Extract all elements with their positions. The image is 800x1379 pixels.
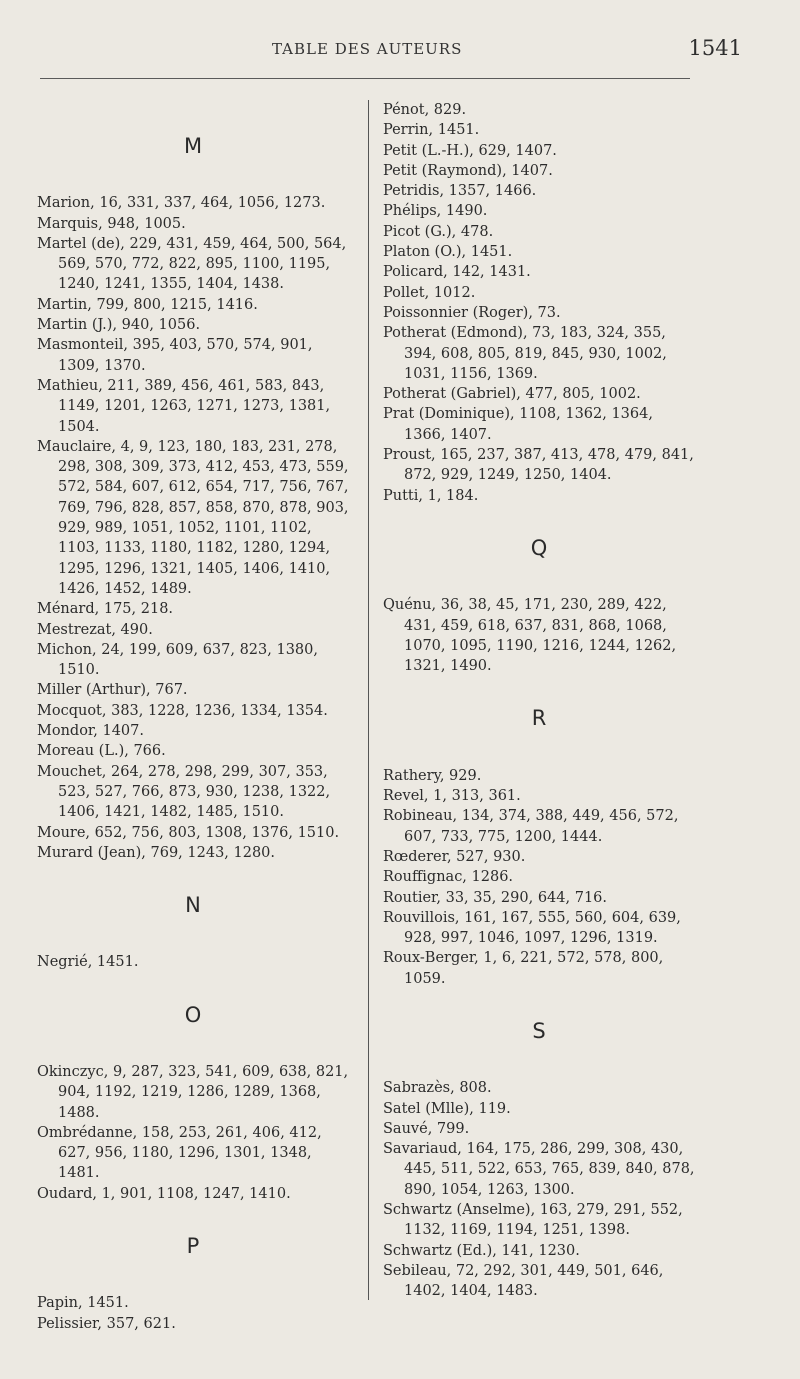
index-entry: Rœderer, 527, 930.	[383, 848, 526, 865]
page-number: 1541	[688, 36, 742, 60]
index-entry: Platon (O.), 1451.	[383, 244, 513, 261]
index-entry: Sebileau, 72, 292, 301, 449, 501, 646, 1402, 1404, 1483.	[383, 1262, 664, 1300]
left-column	[37, 100, 349, 1334]
index-entry: Routier, 33, 35, 290, 644, 716.	[383, 889, 607, 906]
index-entry: Mestrezat, 490.	[37, 621, 153, 638]
index-entry: Satel (Mlle), 119.	[383, 1100, 511, 1117]
page-header	[0, 36, 800, 66]
index-entry: Schwartz (Ed.), 141, 1230.	[383, 1242, 580, 1259]
index-entry: Ombrédanne, 158, 253, 261, 406, 412, 627, 956, 1180, 1296, 1301, 1348, 1481.	[37, 1124, 322, 1182]
index-entry: Prat (Dominique), 1108, 1362, 1364, 1366, 1407.	[383, 406, 653, 443]
index-entry: Mathieu, 211, 389, 456, 461, 583, 843, 1149, 1201, 1263, 1271, 1273, 1381, 1504.	[37, 377, 331, 435]
index-entry: Martin, 799, 800, 1215, 1416.	[37, 296, 258, 313]
index-entry: Putti, 1, 184.	[383, 487, 479, 504]
index-entry: Policard, 142, 1431.	[383, 264, 531, 281]
index-entry: Pelissier, 357, 621.	[37, 1315, 176, 1332]
index-entry: Poissonnier (Roger), 73.	[383, 304, 561, 321]
index-entry: Marquis, 948, 1005.	[37, 215, 186, 232]
index-entry: Pénot, 829.	[383, 102, 467, 118]
index-entry: Moure, 652, 756, 803, 1308, 1376, 1510.	[37, 824, 340, 841]
index-entry: Phélips, 1490.	[383, 203, 488, 220]
index-entry: Mouchet, 264, 278, 298, 299, 307, 353, 523, 527, 766, 873, 930, 1238, 1322, 1406, 1421, 1482, 1485, 1510.	[37, 763, 331, 821]
index-entry: Sabrazès, 808.	[383, 1080, 492, 1097]
index-entry: Sauvé, 799.	[383, 1120, 470, 1137]
index-entry: Moreau (L.), 766.	[37, 743, 166, 760]
index-entry: Perrin, 1451.	[383, 122, 480, 139]
section-letter: N	[185, 893, 201, 918]
section-letter: Q	[530, 535, 548, 560]
index-entry: Potherat (Edmond), 73, 183, 324, 355, 394, 608, 805, 819, 845, 930, 1002, 1031, 1156, 1369.	[383, 325, 667, 382]
index-entry: Schwartz (Anselme), 163, 279, 291, 552, 1132, 1169, 1194, 1251, 1398.	[383, 1202, 683, 1239]
section-letter: R	[531, 706, 547, 731]
index-entry: Roux-Berger, 1, 6, 221, 572, 578, 800, 1059.	[383, 950, 664, 987]
index-entry: Okinczyc, 9, 287, 323, 541, 609, 638, 821, 904, 1192, 1219, 1286, 1289, 1368, 1488.	[37, 1063, 349, 1121]
index-entry: Picot (G.), 478.	[383, 223, 494, 240]
index-entry: Negrié, 1451.	[37, 954, 139, 971]
index-entry: Oudard, 1, 901, 1108, 1247, 1410.	[37, 1185, 291, 1202]
running-title: TABLE DES AUTEURS	[272, 40, 463, 58]
index-entry: Quénu, 36, 38, 45, 171, 230, 289, 422, 431, 459, 618, 637, 831, 868, 1068, 1070, 1095, 1190, 1216, 1244, 1262, 1321, 1490.	[383, 597, 677, 675]
index-entry: Mauclaire, 4, 9, 123, 180, 183, 231, 278, 298, 308, 309, 373, 412, 453, 473, 559, 572, 584, 607, 612, 654, 717, 756, 767, 769, 796, 828, 857, 858, 870, 878, 903, 929, 989, 1051, 1052, 1101, 1102, 1103, 1133, 1180, 1182, 1280, 1294, 1295, 1296, 1321, 1405, 1406, 1410, 1426, 1452, 1489.	[37, 438, 349, 597]
right-column	[383, 100, 695, 1302]
index-entry: Rouffignac, 1286.	[383, 869, 514, 886]
index-entry: Mocquot, 383, 1228, 1236, 1334, 1354.	[37, 702, 328, 719]
column-divider	[368, 100, 369, 1300]
header-rule	[40, 78, 690, 79]
index-entry: Robineau, 134, 374, 388, 449, 456, 572, 607, 733, 775, 1200, 1444.	[383, 808, 679, 845]
index-entry: Potherat (Gabriel), 477, 805, 1002.	[383, 386, 641, 403]
index-entry: Ménard, 175, 218.	[37, 601, 174, 618]
index-entry: Pollet, 1012.	[383, 284, 476, 301]
section-letter: S	[532, 1018, 546, 1043]
index-entry: Miller (Arthur), 767.	[37, 682, 188, 699]
section-letter: O	[184, 1002, 202, 1027]
index-entry: Michon, 24, 199, 609, 637, 823, 1380, 1510.	[37, 641, 318, 679]
section-letter: P	[186, 1234, 200, 1259]
index-entry: Murard (Jean), 769, 1243, 1280.	[37, 844, 276, 861]
index-entry: Marion, 16, 331, 337, 464, 1056, 1273.	[37, 195, 326, 212]
index-entry: Petit (L.-H.), 629, 1407.	[383, 142, 557, 159]
index-entry: Martin (J.), 940, 1056.	[37, 317, 201, 334]
index-entry: Revel, 1, 313, 361.	[383, 788, 521, 805]
index-entry: Papin, 1451.	[37, 1295, 129, 1312]
index-entry: Mondor, 1407.	[37, 723, 144, 740]
index-entry: Masmonteil, 395, 403, 570, 574, 901, 1309, 1370.	[37, 337, 313, 374]
index-entry: Petridis, 1357, 1466.	[383, 183, 537, 200]
index-entry: Rouvillois, 161, 167, 555, 560, 604, 639, 928, 997, 1046, 1097, 1296, 1319.	[383, 909, 681, 947]
section-letter: M	[183, 134, 203, 158]
index-entry: Martel (de), 229, 431, 459, 464, 500, 564, 569, 570, 772, 822, 895, 1100, 1195, 1240, 1241, 1355, 1404, 1438.	[37, 235, 347, 293]
index-entry: Petit (Raymond), 1407.	[383, 162, 553, 179]
index-entry: Savariaud, 164, 175, 286, 299, 308, 430, 445, 511, 522, 653, 765, 839, 840, 878, 890, 1054, 1263, 1300.	[383, 1141, 695, 1198]
index-entry: Rathery, 929.	[383, 767, 482, 784]
index-entry: Proust, 165, 237, 387, 413, 478, 479, 841, 872, 929, 1249, 1250, 1404.	[383, 447, 694, 484]
